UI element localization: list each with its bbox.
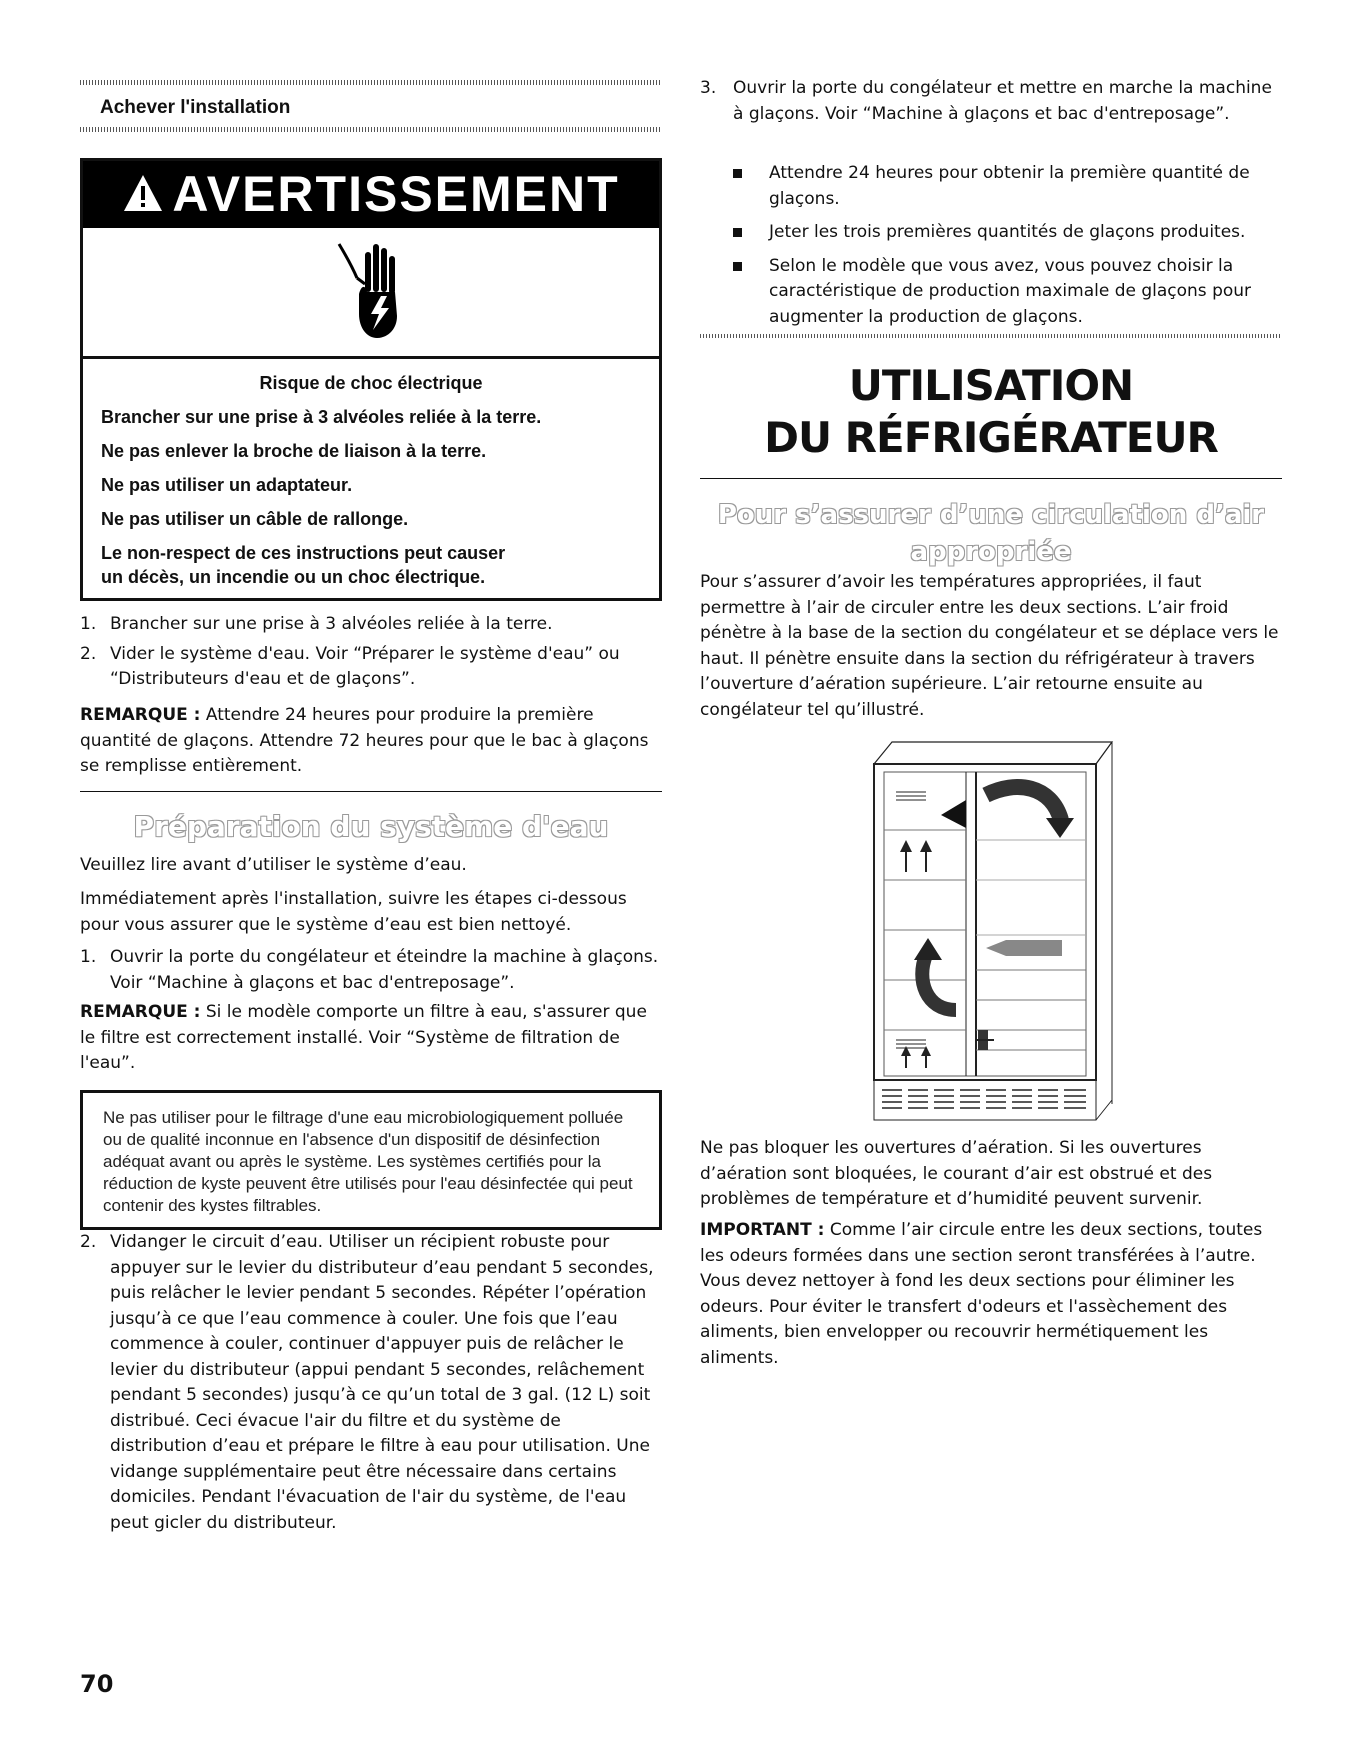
prep-paragraph-2: Immédiatement après l'installation, suivre les étapes ci-dessous pour vous assurer que le système d’eau est bien nettoyé. xyxy=(80,889,627,935)
step-number: 1. xyxy=(80,614,97,634)
air-heading xyxy=(700,497,1282,571)
step-number: 1. xyxy=(80,947,97,967)
important-label: IMPORTANT : xyxy=(700,1220,825,1240)
list-item xyxy=(733,220,1280,246)
remark-2 xyxy=(80,1000,662,1077)
list-item xyxy=(80,945,662,996)
steps-list-1 xyxy=(80,612,662,693)
step-number: 3. xyxy=(700,78,717,98)
right-rule xyxy=(700,334,1282,338)
step-text: Brancher sur une prise à 3 alvéoles reliée à la terre. xyxy=(110,614,553,634)
prep-step-1 xyxy=(80,945,662,996)
important-text: Comme l’air circule entre les deux sections, toutes les odeurs formées dans une section seront transférées à l’autre. Vous devez nettoyer à fond les deux sections pour éliminer les odeurs. Pour éviter le transfert d'odeurs et l'assèchement des aliments, bien envelopper ou recouvrir hermétiquement les aliments. xyxy=(700,1220,1263,1368)
step-number: 2. xyxy=(80,1232,97,1252)
warning-header xyxy=(83,161,659,228)
step-text: Vidanger le circuit d’eau. Utiliser un récipient robuste pour appuyer sur le levier du distributeur d’eau pendant 5 secondes, puis relâcher le levier pendant 5 secondes. Répéter l’opération jusqu’à ce que l’eau commence à couler. Une fois que l’eau commence à couler, continuer d'appuyer puis de relâcher le levier du distributeur (appui pendant 5 secondes, relâchement pendant 5 secondes) jusqu’à ce qu’un total de 3 gal. (12 L) soit distribué. Ceci évacue l'air du filtre et du système de distribution d’eau et prépare le filtre à eau pour utilisation. Une vidange supplémentaire peut être nécessaire dans certains domiciles. Pendant l'évacuation de l'air du système, de l'eau peut gicler du distributeur. xyxy=(110,1232,654,1533)
main-title-line-1: UTILISATION xyxy=(848,361,1134,410)
warning-text xyxy=(83,359,659,599)
step-text: Vider le système d'eau. Voir “Préparer le système d'eau” ou “Distributeurs d'eau et de glaçons”. xyxy=(110,643,620,689)
list-item xyxy=(80,612,662,638)
step-3 xyxy=(700,76,1280,127)
bullet-icon xyxy=(733,228,742,237)
remark-text: Attendre 24 heures pour produire la première quantité de glaçons. Attendre 72 heures pour que le bac à glaçons se remplisse entièrement. xyxy=(80,705,649,776)
air-heading-line-2: appropriée xyxy=(910,537,1072,567)
divider xyxy=(80,791,662,792)
remark-label: REMARQUE : xyxy=(80,705,201,725)
warning-line-3: Ne pas utiliser un adaptateur. xyxy=(101,475,353,495)
after-figure-paragraph: Ne pas bloquer les ouvertures d’aération. Si les ouvertures d’aération sont bloquées, le courant d’air est obstrué et des problèmes de température et d’humidité peuvent survenir. xyxy=(700,1138,1213,1209)
prep-heading: Préparation du système d'eau xyxy=(133,810,609,843)
refrigerator-airflow-diagram xyxy=(866,740,1118,1126)
list-item xyxy=(80,1230,662,1536)
warning-consequence-line-2: un décès, un incendie ou un choc électrique. xyxy=(101,567,486,587)
warning-title: AVERTISSEMENT xyxy=(172,166,620,222)
warning-line-2: Ne pas enlever la broche de liaison à la terre. xyxy=(101,441,487,461)
list-item xyxy=(80,642,662,693)
filter-note-box: Ne pas utiliser pour le filtrage d'une eau microbiologiquement polluée ou de qualité inconnue en l'absence d'un dispositif de désinfection adéquat avant ou après le système. Les systèmes certifiés pour la réduction de kyste peuvent être utilisés pour l'eau désinfectée qui peut contenir des kystes filtrables. xyxy=(80,1090,662,1230)
important-paragraph xyxy=(700,1218,1280,1371)
list-item xyxy=(700,76,1280,127)
warning-subtitle: Risque de choc électrique xyxy=(259,373,483,393)
warning-consequence-line-1: Le non-respect de ces instructions peut causer xyxy=(101,543,506,563)
warning-line-4: Ne pas utiliser un câble de rallonge. xyxy=(101,509,409,529)
air-heading-line-1: Pour s’assurer d’une circulation d’air xyxy=(717,500,1265,530)
section-title: Achever l'installation xyxy=(100,97,291,118)
air-paragraph: Pour s’assurer d’avoir les températures appropriées, il faut permettre à l’air de circuler entre les deux sections. L’air froid pénètre à la base de la section du congélateur et se déplace vers le haut. Il pénètre ensuite dans la section du réfrigérateur à travers l’ouverture d’aération supérieure. L’air retourne ensuite au congélateur tel qu’illustré. xyxy=(700,572,1279,720)
bullet-text: Jeter les trois premières quantités de glaçons produites. xyxy=(769,222,1246,242)
main-title xyxy=(700,360,1282,464)
warning-consequence xyxy=(101,541,659,589)
section-top-rule xyxy=(80,80,662,85)
electric-shock-hand-icon xyxy=(83,228,659,359)
bullet-icon xyxy=(733,169,742,178)
section-bottom-rule xyxy=(80,127,662,132)
prep-paragraph-1: Veuillez lire avant d’utiliser le système d’eau. xyxy=(80,855,467,875)
bullet-list xyxy=(733,161,1280,330)
remark-label: REMARQUE : xyxy=(80,1002,201,1022)
bullet-icon xyxy=(733,262,742,271)
main-title-line-2: DU RÉFRIGÉRATEUR xyxy=(764,413,1218,462)
remark-1 xyxy=(80,703,662,780)
prep-step-2 xyxy=(80,1230,662,1536)
list-item xyxy=(733,161,1280,212)
warning-line-1: Brancher sur une prise à 3 alvéoles reliée à la terre. xyxy=(101,407,542,427)
remark-text: Si le modèle comporte un filtre à eau, s'assurer que le filtre est correctement installé. Voir “Système de filtration de l'eau”. xyxy=(80,1002,647,1073)
step-text: Ouvrir la porte du congélateur et mettre en marche la machine à glaçons. Voir “Machine à glaçons et bac d'entreposage”. xyxy=(733,78,1272,124)
warning-box xyxy=(80,158,662,601)
page-number: 70 xyxy=(80,1670,114,1698)
warning-triangle-icon xyxy=(122,163,164,230)
step-number: 2. xyxy=(80,643,97,664)
divider xyxy=(700,478,1282,479)
list-item xyxy=(733,254,1280,331)
bullet-text: Attendre 24 heures pour obtenir la première quantité de glaçons. xyxy=(769,163,1250,209)
bullet-text: Selon le modèle que vous avez, vous pouvez choisir la caractéristique de production maximale de glaçons pour augmenter la production de glaçons. xyxy=(769,255,1252,327)
step-text: Ouvrir la porte du congélateur et éteindre la machine à glaçons. Voir “Machine à glaçons et bac d'entreposage”. xyxy=(110,947,659,993)
